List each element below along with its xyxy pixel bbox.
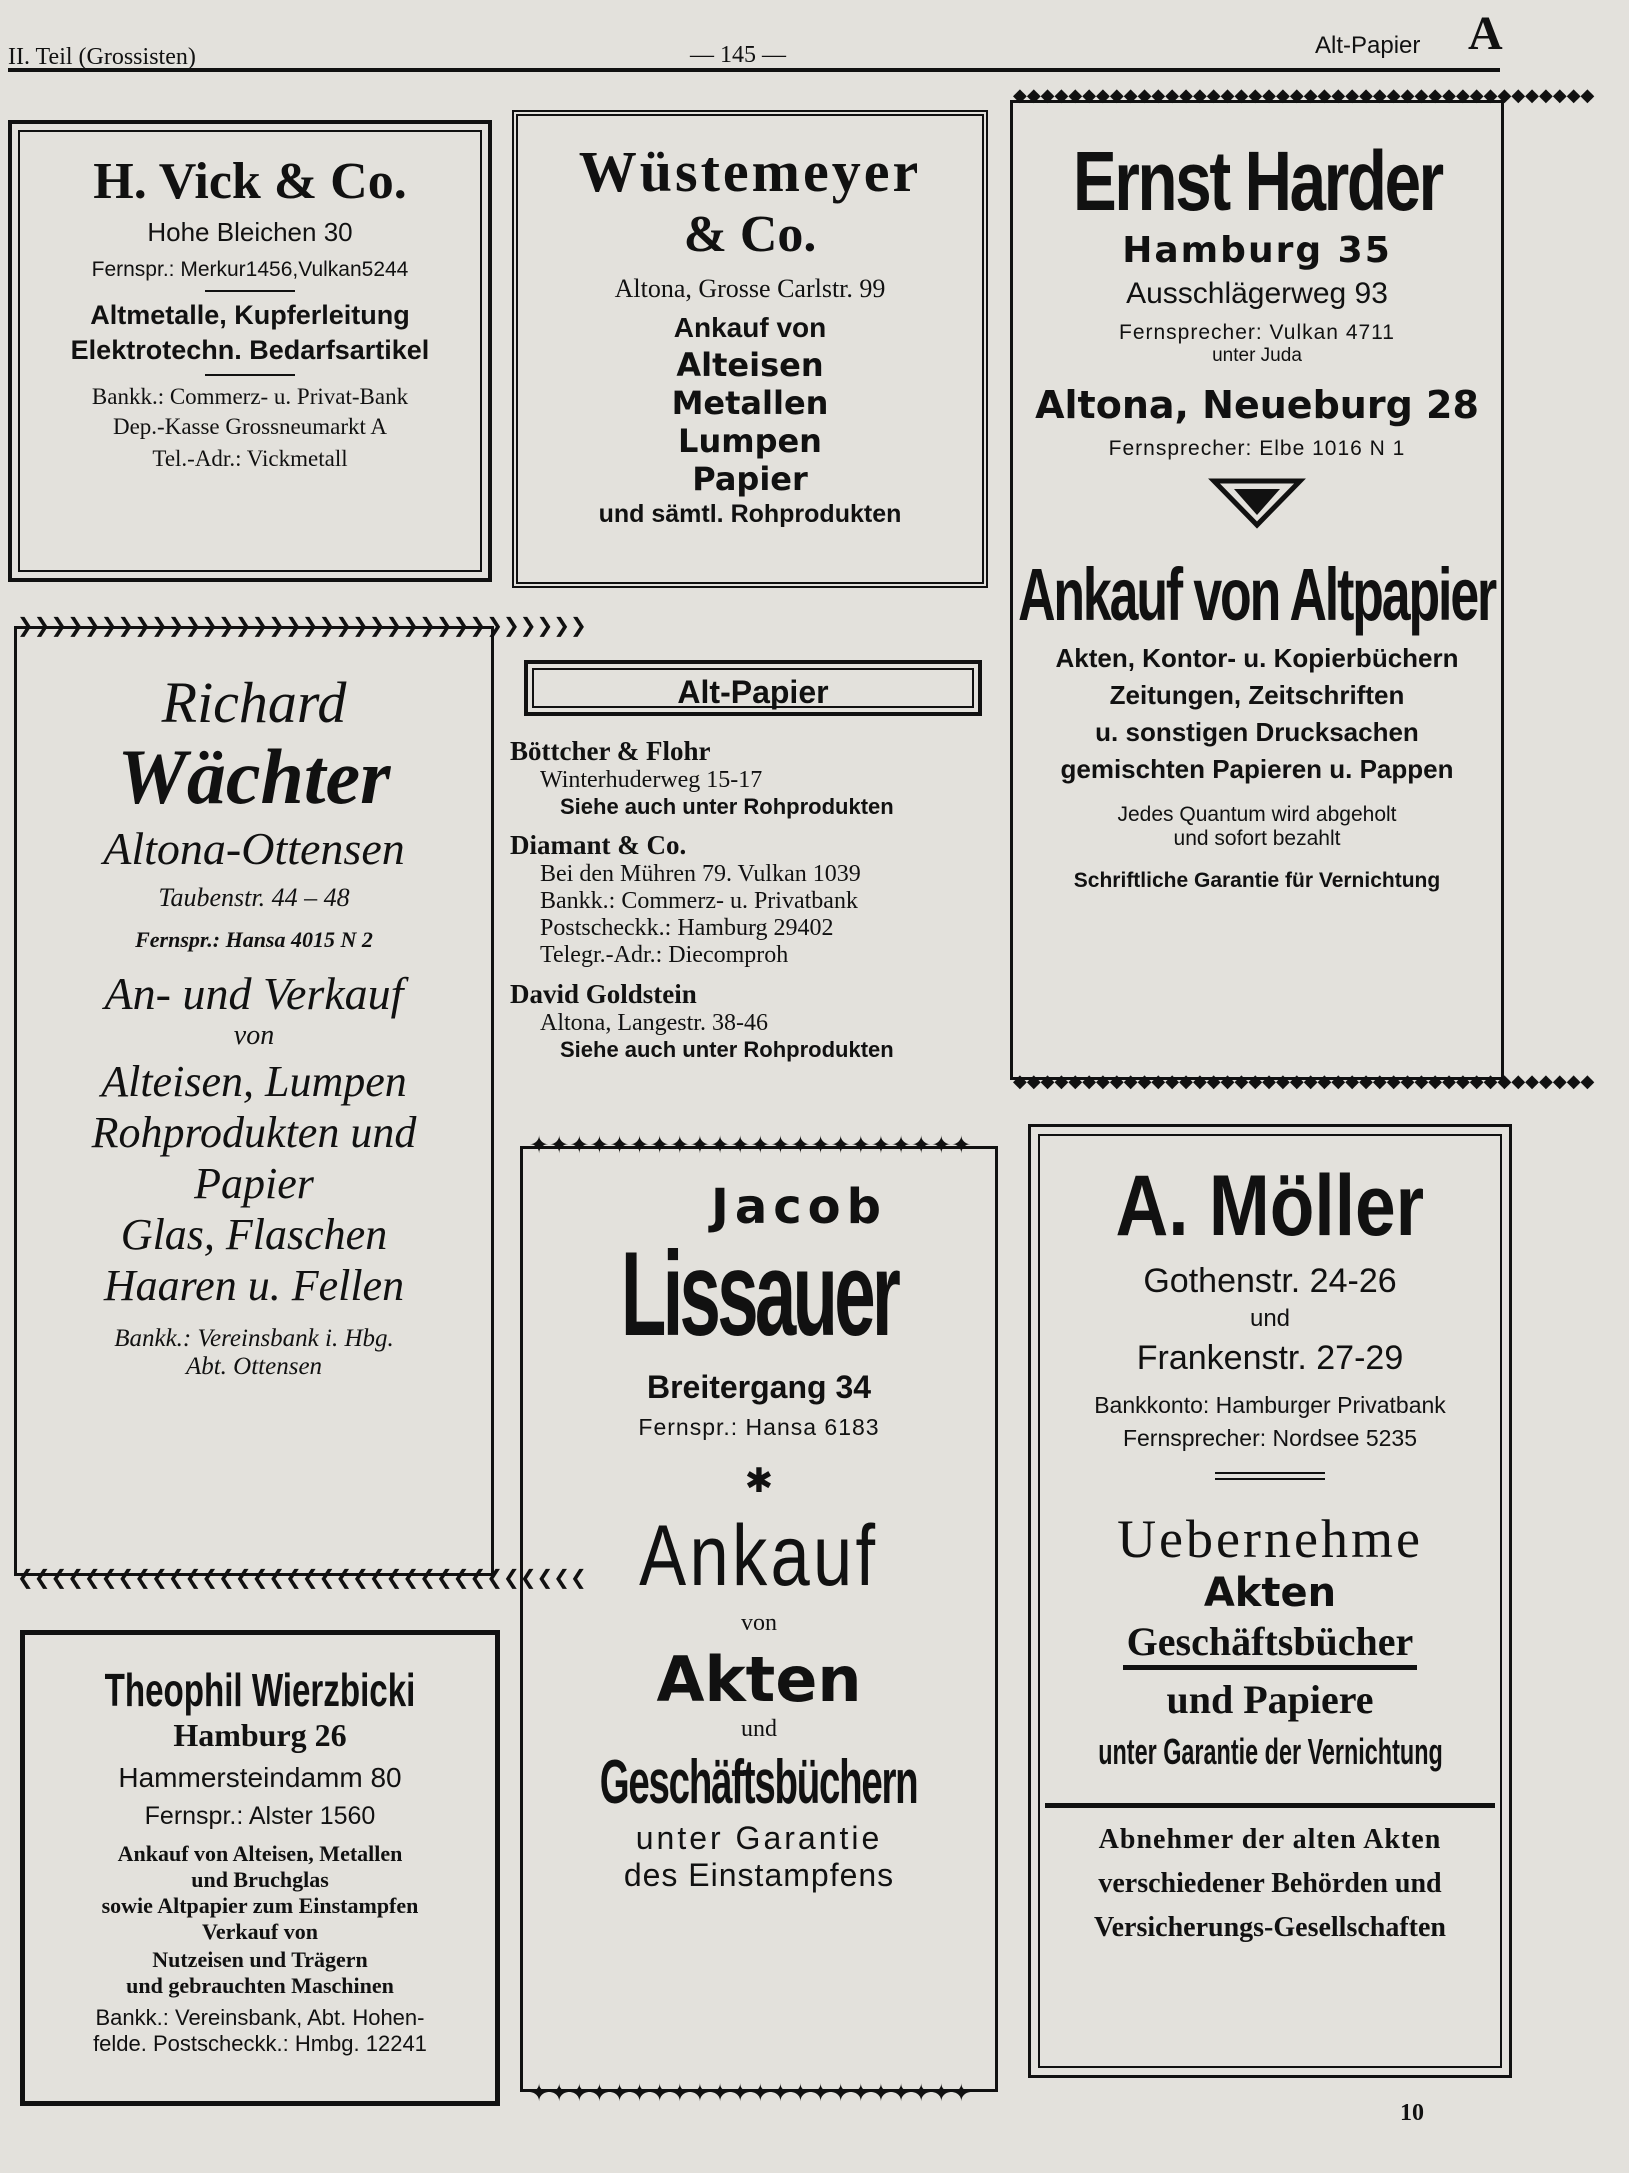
harder-street: Ausschlägerweg 93 [1126, 277, 1388, 310]
vick-divider-2 [205, 374, 295, 376]
lissauer-und: und [741, 1716, 777, 1742]
lissauer-guarantee-2: des Einstampfens [623, 1857, 895, 1893]
wierzbicki-good-3: sowie Altpapier zum Einstampfen [101, 1893, 419, 1918]
lissauer-phone: Fernspr.: Hansa 6183 [638, 1414, 880, 1440]
page-number: — 145 — [690, 42, 786, 68]
harder-item-3: u. sonstigen Drucksachen [1095, 717, 1419, 747]
listing-entry-line: Altona, Langestr. 38-46 [540, 1010, 768, 1036]
lissauer-purchase: Ankauf [639, 1508, 879, 1604]
wierzbicki-city: Hamburg 26 [173, 1717, 347, 1753]
moeller-street-1: Gothenstr. 24-26 [1143, 1262, 1397, 1300]
section-title: II. Teil (Grossisten) [8, 44, 196, 70]
vick-address: Hohe Bleichen 30 [147, 217, 353, 247]
harder-name: Ernst Harder [1072, 134, 1442, 228]
ad-moeller [1028, 1124, 1512, 2078]
ad-vick [8, 120, 492, 582]
wierzbicki-name: Theophil Wierzbicki [104, 1664, 416, 1716]
listing-entry-line: Siehe auch unter Rohprodukten [560, 794, 894, 819]
harder-item-1: Akten, Kontor- u. Kopierbüchern [1055, 643, 1459, 673]
listing-entry-name: Böttcher & Flohr [510, 736, 711, 766]
listing-entry-line: Siehe auch unter Rohprodukten [560, 1037, 894, 1062]
wierzbicki-street: Hammersteindamm 80 [118, 1762, 402, 1793]
ad-wierzbicki [20, 1630, 500, 2106]
wuestemeyer-good-3: Lumpen [678, 422, 822, 460]
harder-triangle-icon [1212, 479, 1302, 529]
harder-city: Hamburg 35 [1122, 230, 1392, 271]
harder-branch: Altona, Neueburg 28 [1035, 383, 1479, 427]
listing-heading: Alt-Papier [524, 660, 982, 716]
waechter-phone: Fernspr.: Hansa 4015 N 2 [135, 927, 373, 952]
vick-divider [205, 290, 295, 292]
ad-wuestemeyer [512, 110, 988, 588]
moeller-street-2: Frankenstr. 27-29 [1136, 1339, 1404, 1377]
harder-headline: Ankauf von Altpapier [1018, 553, 1496, 636]
vick-phone: Fernspr.: Merkur1456,Vulkan5244 [91, 258, 409, 281]
moeller-client-1: Abnehmer der alten Akten [1098, 1824, 1442, 1855]
wuestemeyer-footer: und sämtl. Rohprodukten [598, 500, 902, 528]
vick-goods-1: Altmetalle, Kupferleitung [90, 300, 410, 330]
moeller-client-2: verschiedener Behörden und [1098, 1868, 1442, 1899]
moeller-item-1: Akten [1203, 1570, 1337, 1616]
harder-branch-phone: Fernsprecher: Elbe 1016 N 1 [1108, 437, 1406, 460]
waechter-first: Richard [161, 670, 347, 735]
wierzbicki-bank-2: felde. Postscheckk.: Hmbg. 12241 [93, 2031, 427, 2056]
harder-border-top: ◆◆◆◆◆◆◆◆◆◆◆◆◆◆◆◆◆◆◆◆◆◆◆◆◆◆◆◆◆◆◆◆◆◆◆◆◆◆◆◆◆◆ [1013, 85, 1595, 106]
moeller-und: und [1249, 1305, 1291, 1332]
wuestemeyer-name-1: Wüstemeyer [578, 139, 922, 204]
wierzbicki-good-6: und gebrauchten Maschinen [126, 1973, 394, 1998]
waechter-bank-1: Bankk.: Vereinsbank i. Hbg. [114, 1325, 394, 1352]
listing-entry-name: Diamant & Co. [510, 830, 687, 860]
waechter-good-4: Glas, Flaschen [120, 1210, 388, 1259]
lissauer-guarantee-1: unter Garantie [635, 1820, 883, 1856]
listing-entry-line: Bei den Mühren 79. Vulkan 1039 [540, 861, 861, 887]
wierzbicki-bank-1: Bankk.: Vereinsbank, Abt. Hohen- [95, 2005, 425, 2030]
waechter-street: Taubenstr. 44 – 48 [158, 883, 350, 912]
waechter-place: Altona-Ottensen [103, 823, 405, 874]
ad-waechter [14, 613, 587, 1589]
harder-note-2: und sofort bezahlt [1173, 827, 1341, 850]
listing-entry-line: Winterhuderweg 15-17 [540, 767, 763, 793]
wuestemeyer-good-2: Metallen [671, 384, 829, 422]
waechter-von: von [233, 1020, 275, 1051]
harder-note-1: Jedes Quantum wird abgeholt [1117, 803, 1397, 826]
index-letter: A [1468, 7, 1503, 60]
ad-lissauer [520, 1131, 998, 2107]
listing-entry [510, 736, 1000, 820]
waechter-trade: An- und Verkauf [104, 968, 404, 1019]
listing-entry-line: Bankk.: Commerz- u. Privatbank [540, 888, 858, 914]
waechter-border-bottom: ❮❮❮❮❮❮❮❮❮❮❮❮❮❮❮❮❮❮❮❮❮❮❮❮❮❮❮❮❮❮❮❮❮❮ [17, 1565, 587, 1589]
ad-harder [1010, 85, 1595, 1092]
harder-phone: Fernsprecher: Vulkan 4711 [1119, 321, 1395, 344]
vick-name: H. Vick & Co. [93, 153, 407, 210]
moeller-item-3: und Papiere [1166, 1677, 1374, 1722]
vick-bank-1: Bankk.: Commerz- u. Privat-Bank [91, 384, 409, 409]
wuestemeyer-purchase: Ankauf von [673, 312, 827, 343]
waechter-bank-2: Abt. Ottensen [185, 1353, 323, 1380]
wuestemeyer-address: Altona, Grosse Carlstr. 99 [614, 274, 886, 303]
moeller-guarantee: unter Garantie der Vernichtung [1097, 1731, 1443, 1772]
moeller-phone: Fernsprecher: Nordsee 5235 [1122, 1425, 1418, 1451]
listing-section [510, 660, 1000, 1120]
moeller-clients [1045, 1803, 1495, 1944]
moeller-bank: Bankkonto: Hamburger Privatbank [1094, 1392, 1446, 1418]
wierzbicki-good-5: Nutzeisen und Trägern [152, 1947, 368, 1972]
waechter-border-top: ❯❯❯❯❯❯❯❯❯❯❯❯❯❯❯❯❯❯❯❯❯❯❯❯❯❯❯❯❯❯❯❯❯❯ [17, 613, 587, 637]
lissauer-item-1: Akten [656, 1643, 862, 1716]
harder-phone-note: unter Juda [1212, 345, 1302, 366]
moeller-name: A. Möller [1115, 1158, 1425, 1254]
lissauer-star-icon: ✱ [744, 1461, 774, 1501]
listing-entry-name: David Goldstein [510, 979, 697, 1009]
moeller-headline: Uebernehme [1117, 1509, 1423, 1569]
listing-entry [510, 979, 1000, 1063]
harder-border-bottom: ◆◆◆◆◆◆◆◆◆◆◆◆◆◆◆◆◆◆◆◆◆◆◆◆◆◆◆◆◆◆◆◆◆◆◆◆◆◆◆◆◆◆ [1013, 1071, 1595, 1092]
waechter-good-3: Papier [194, 1159, 314, 1208]
page-header [0, 0, 1600, 80]
wuestemeyer-name-2: & Co. [683, 206, 817, 263]
lissauer-last: Lissauer [620, 1227, 898, 1361]
footer-number: 10 [1400, 2100, 1424, 2126]
lissauer-item-2: Geschäftsbüchern [600, 1748, 918, 1817]
wierzbicki-good-2: und Bruchglas [191, 1867, 329, 1892]
wuestemeyer-good-1: Alteisen [676, 346, 824, 384]
moeller-client-3: Versicherungs-Gesellschaften [1093, 1912, 1447, 1943]
lissauer-border-bottom: ✦✦✦✦✦✦✦✦✦✦✦✦✦✦✦✦✦✦✦✦✦✦ [529, 2079, 972, 2107]
wuestemeyer-good-4: Papier [692, 460, 808, 498]
header-rule [8, 68, 1500, 72]
listing-entry [510, 830, 1000, 969]
waechter-good-2: Rohprodukten und [91, 1108, 417, 1157]
lissauer-von: von [741, 1610, 777, 1636]
category-label: Alt-Papier [1315, 32, 1421, 59]
harder-item-4: gemischten Papieren u. Pappen [1060, 754, 1454, 784]
listing-entry-line: Postscheckk.: Hamburg 29402 [540, 915, 834, 941]
waechter-good-1: Alteisen, Lumpen [101, 1057, 407, 1106]
listing-entry-line: Telegr.-Adr.: Diecomproh [540, 942, 789, 968]
moeller-item-2: Geschäftsbücher [1123, 1618, 1418, 1670]
vick-goods-2: Elektrotechn. Bedarfsartikel [70, 335, 430, 365]
lissauer-border-top: ✦✦✦✦✦✦✦✦✦✦✦✦✦✦✦✦✦✦✦✦✦✦ [529, 1131, 972, 1159]
harder-item-2: Zeitungen, Zeitschriften [1109, 680, 1405, 710]
waechter-last: Wächter [117, 733, 391, 820]
harder-guarantee: Schriftliche Garantie für Vernichtung [1073, 869, 1441, 892]
wierzbicki-phone: Fernspr.: Alster 1560 [144, 1802, 376, 1830]
wierzbicki-good-4: Verkauf von [202, 1919, 318, 1944]
moeller-divider [1215, 1472, 1325, 1480]
vick-bank-3: Tel.-Adr.: Vickmetall [152, 446, 348, 471]
lissauer-street: Breitergang 34 [646, 1369, 872, 1405]
waechter-good-5: Haaren u. Fellen [103, 1261, 405, 1310]
vick-bank-2: Dep.-Kasse Grossneumarkt A [112, 414, 388, 439]
lissauer-first: Jacob [710, 1179, 888, 1235]
wierzbicki-good-1: Ankauf von Alteisen, Metallen [117, 1841, 403, 1866]
